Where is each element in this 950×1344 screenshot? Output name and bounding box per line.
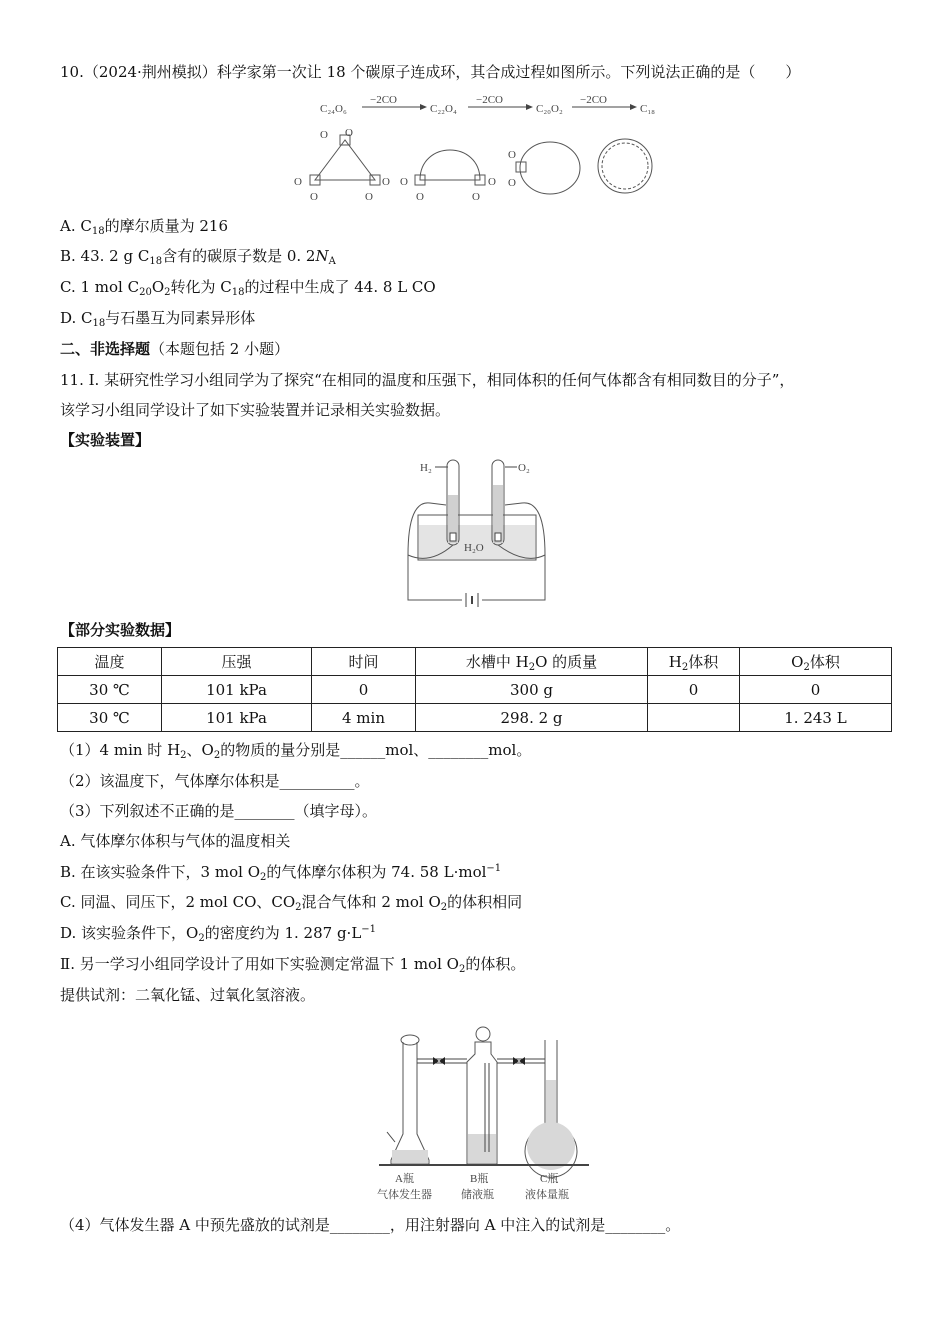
- arrow-label-2: −2CO: [476, 94, 503, 106]
- c18-ring: [598, 139, 652, 193]
- c18-label: C₁₈: [640, 103, 656, 115]
- c20o2-label: C₂₀O₂: [536, 103, 563, 115]
- h2o-label: H₂O: [464, 542, 484, 554]
- h2-label: H₂: [420, 462, 432, 474]
- th-water-mass: 水槽中 $H_2O$ 的质量: [416, 648, 648, 676]
- c24o6-label: C₂₄O₆: [320, 103, 347, 115]
- q11-intro-line2: 该学习小组同学设计了如下实验装置并记录相关实验数据。: [60, 401, 451, 419]
- arrow-label-3: −2CO: [580, 94, 607, 106]
- arrow-label-1: −2CO: [370, 94, 397, 106]
- o2-label: O₂: [518, 462, 530, 474]
- svg-text:O: O: [472, 191, 480, 203]
- bottle-c-desc: 液体量瓶: [525, 1189, 569, 1201]
- th-pressure: 压强: [162, 648, 312, 676]
- c24o6-structure: [294, 127, 390, 203]
- experiment-data-table: [57, 647, 892, 732]
- electrolysis-apparatus: [400, 455, 555, 610]
- q11-option-b: B. 在该实验条件下，3 mol $O_2$的气体摩尔体积为 74. 58 L·mol$^{-1}$: [60, 863, 502, 883]
- data-heading: 【部分实验数据】: [60, 621, 181, 639]
- c18-synthesis-scheme: [290, 90, 670, 212]
- svg-text:O: O: [416, 191, 424, 203]
- q10-option-d: D. $C_{18}$与石墨互为同素异形体: [60, 309, 256, 329]
- section-2-heading: 二、非选择题（本题包括 2 小题）: [60, 340, 290, 358]
- bottle-c-label: C瓶: [540, 1173, 559, 1185]
- svg-text:O: O: [488, 176, 496, 188]
- svg-text:O: O: [294, 176, 302, 188]
- svg-text:O: O: [345, 127, 353, 139]
- q10-stem: 10.（2024·荆州模拟）科学家第一次让 18 个碳原子连成环，其合成过程如图所示。下列说法正确的是（ ）: [60, 63, 801, 81]
- gas-volume-apparatus: [375, 1022, 595, 1207]
- bottle-b-desc: 储液瓶: [461, 1189, 494, 1201]
- bottle-b-label: B瓶: [470, 1173, 489, 1185]
- th-o2-volume: $O_2$体积: [740, 648, 892, 676]
- q11-reagents: 提供试剂：二氧化锰、过氧化氢溶液。: [60, 986, 316, 1004]
- q11-option-c: C. 同温、同压下，2 mol CO、$CO_2$混合气体和 2 mol $O_2$的体积相同: [60, 893, 523, 913]
- q10-option-a: A. $C_{18}$的摩尔质量为 216: [60, 217, 228, 237]
- c22o4-structure: [400, 150, 496, 203]
- q11-sub1: （1）4 min 时 $H_2$、$O_2$的物质的量分别是______mol、________mol。: [60, 741, 532, 761]
- svg-text:O: O: [400, 176, 408, 188]
- table-header-row: [58, 648, 892, 676]
- svg-text:O: O: [382, 176, 390, 188]
- q11-part2: Ⅱ. 另一学习小组同学设计了用如下实验测定常温下 1 mol $O_2$的体积。: [60, 955, 526, 975]
- bottle-a-label: A瓶: [395, 1173, 414, 1185]
- svg-text:O: O: [508, 177, 516, 189]
- q11-sub4: （4）气体发生器 A 中预先盛放的试剂是________，用注射器向 A 中注入的试剂是________。: [60, 1216, 681, 1234]
- q11-sub3: （3）下列叙述不正确的是________（填字母）。: [60, 802, 378, 820]
- svg-text:O: O: [365, 191, 373, 203]
- q11-sub2: （2）该温度下，气体摩尔体积是__________。: [60, 772, 370, 790]
- svg-text:O: O: [310, 191, 318, 203]
- c20o2-structure: [508, 142, 580, 194]
- q10-option-b: B. 43. 2 g $C_{18}$含有的碳原子数是 0. $2N_A$: [60, 247, 336, 267]
- th-time: 时间: [312, 648, 416, 676]
- q11-intro-line1: 11. Ⅰ. 某研究性学习小组同学为了探究“在相同的温度和压强下，相同体积的任何气体都含有相同数目的分子”，: [60, 371, 795, 389]
- bottle-a-desc: 气体发生器: [377, 1189, 432, 1201]
- apparatus-heading: 【实验装置】: [60, 431, 151, 449]
- q11-option-a: A. 气体摩尔体积与气体的温度相关: [60, 832, 291, 850]
- th-h2-volume: $H_2$体积: [648, 648, 740, 676]
- c22o4-label: C₂₂O₄: [430, 103, 457, 115]
- svg-text:O: O: [320, 129, 328, 141]
- th-temperature: 温度: [58, 648, 162, 676]
- table-row: 30 ℃ 101 kPa 4 min 298. 2 g 1. 243 L: [58, 704, 892, 732]
- q11-option-d: D. 该实验条件下，$O_2$的密度约为 1. 287 $g\cdot L^{-1}$: [60, 924, 377, 944]
- q10-option-c: C. 1 mol $C_{20}O_2$转化为 $C_{18}$的过程中生成了 44. 8 L CO: [60, 278, 436, 298]
- svg-text:O: O: [508, 149, 516, 161]
- table-row: 30 ℃ 101 kPa 0 300 g 0 0: [58, 676, 892, 704]
